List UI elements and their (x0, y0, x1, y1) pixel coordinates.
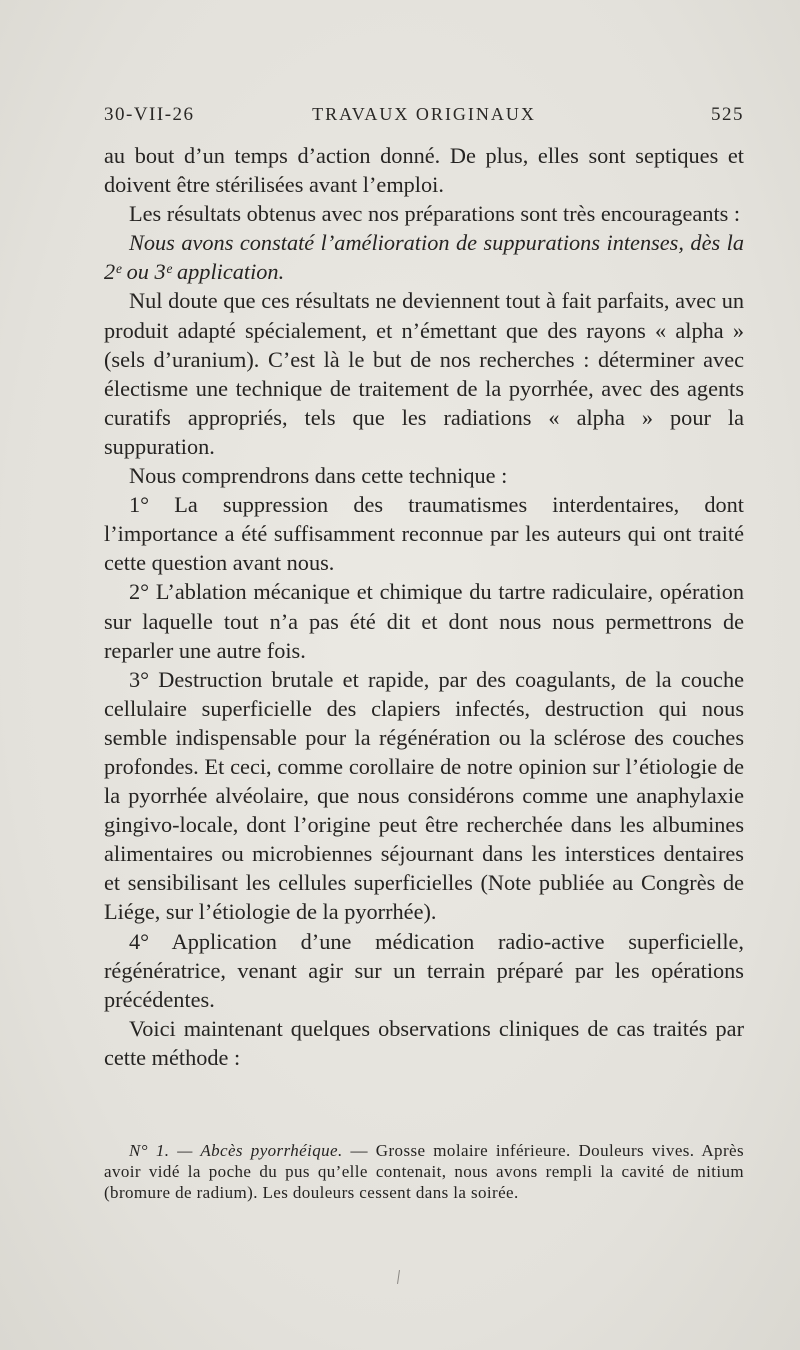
paragraph-research-goal: Nul doute que ces résultats ne deviennent tout à fait parfaits, avec un produit adapté spécialement, et n’émettant que des rayons « alpha » (sels d’uranium). C’est là le but de nos recherches : déterminer avec électisme une technique de traitement de la pyorrhée, avec des agents curatifs appropriés, tels que les radiations « alpha » pour la suppuration. (104, 288, 744, 459)
observation-text: — Grosse molaire inférieure. Douleurs vives. Après avoir vidé la poche du pus qu’elle contenait, nous avons rempli la cavité de nitium (bromure de radium). Les douleurs cessent dans la soirée. (104, 1141, 744, 1203)
paragraph-continuation: au bout d’un temps d’action donné. De plus, elles sont septiques et doivent être stérilisées avant l’emploi. (104, 143, 744, 198)
print-blemish (397, 1270, 400, 1284)
paragraph-observations-intro: Voici maintenant quelques observations cliniques de cas traités par cette méthode : (104, 1015, 744, 1070)
header-section-title: TRAVAUX ORIGINAUX (312, 104, 536, 124)
paragraph-technique-intro: Nous comprendrons dans cette technique : (129, 463, 508, 489)
article-body (104, 141, 744, 1072)
list-item-2: 2° L’ablation mécanique et chimique du tartre radiculaire, opération sur laquelle tout n’a pas été dit et dont nous nous permettrons de reparler une autre fois. (104, 579, 744, 663)
header-date: 30-VII-26 (104, 104, 195, 125)
list-item-4: 4° Application d’une médication radio-active superficielle, régénératrice, venant agir sur un terrain préparé par les opérations précédentes. (104, 928, 744, 1012)
clinical-observation (104, 1140, 744, 1204)
observation-title: N° 1. — Abcès pyorrhéique. (129, 1141, 343, 1160)
paragraph-results: Les résultats obtenus avec nos préparations sont très encourageants : (129, 201, 741, 227)
list-item-3: 3° Destruction brutale et rapide, par des coagulants, de la couche cellulaire superficielle des clapiers infectés, destruction qui nous semble indispensable pour la régénération ou la sclérose des couches profondes. Et ceci, comme corollaire de notre opinion sur l’étiologie de la pyorrhée alvéolaire, que nous considérons comme une anaphylaxie gingivo-locale, dont l’origine peut être recherchée dans les albumines alimentaires ou microbiennes séjournant dans les interstices dentaires et sensibilisant les cellules superficielles (Note publiée au Congrès de Liége, sur l’étiologie de la pyorrhée). (104, 666, 744, 925)
list-item-1: 1° La suppression des traumatismes interdentaires, dont l’importance a été suffisamment reconnue par les auteurs qui ont traité cette question avant nous. (104, 492, 744, 576)
header-page-number: 525 (711, 104, 744, 125)
paragraph-italic-finding: Nous avons constaté l’amélioration de suppurations intenses, dès la 2ᵉ ou 3ᵉ application. (104, 230, 744, 285)
observation-paragraph (104, 1140, 744, 1204)
